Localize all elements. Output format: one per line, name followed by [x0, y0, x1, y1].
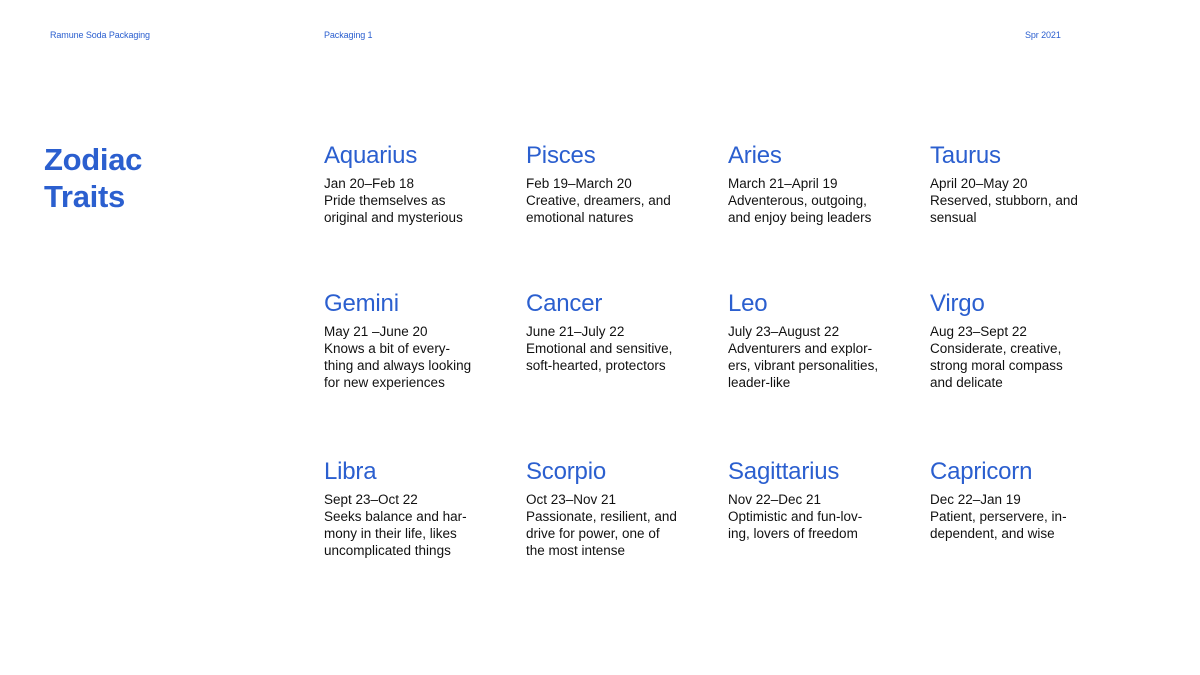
sign-dates: April 20–May 20: [930, 176, 1028, 191]
sign-card-libra: [324, 458, 514, 559]
sign-dates: Dec 22–Jan 19: [930, 492, 1021, 507]
sign-trait-line: Considerate, creative,: [930, 341, 1062, 356]
sign-trait-line: dependent, and wise: [930, 526, 1055, 541]
sign-trait-line: thing and always looking: [324, 358, 472, 373]
project-label: Ramune Soda Packaging: [50, 30, 150, 40]
sign-trait-line: original and mysterious: [324, 210, 463, 225]
sign-trait-line: Reserved, stubborn, and: [930, 193, 1078, 208]
sign-dates: Nov 22–Dec 21: [728, 492, 822, 507]
sign-trait-line: ers, vibrant personalities,: [728, 358, 879, 373]
sign-card-capricorn: [930, 458, 1120, 542]
sign-card-leo: [728, 290, 918, 391]
sign-name: Aries: [728, 142, 782, 169]
sign-trait-line: and delicate: [930, 375, 1003, 390]
sign-trait-line: Optimistic and fun-lov-: [728, 509, 863, 524]
sign-dates: June 21–July 22: [526, 324, 625, 339]
sign-trait-line: strong moral compass: [930, 358, 1063, 373]
sign-name: Sagittarius: [728, 458, 840, 485]
sign-trait-line: leader-like: [728, 375, 791, 390]
sign-dates: Sept 23–Oct 22: [324, 492, 418, 507]
sign-card-scorpio: [526, 458, 716, 559]
sign-trait-line: Knows a bit of every-: [324, 341, 451, 356]
sign-trait-line: mony in their life, likes: [324, 526, 457, 541]
sign-name: Leo: [728, 290, 768, 317]
sign-dates: Oct 23–Nov 21: [526, 492, 617, 507]
page-title-line-2: Traits: [44, 179, 125, 214]
sign-card-gemini: [324, 290, 514, 391]
sign-card-sagittarius: [728, 458, 918, 542]
sign-card-virgo: [930, 290, 1120, 391]
sign-dates: Feb 19–March 20: [526, 176, 632, 191]
sign-trait-line: Seeks balance and har-: [324, 509, 467, 524]
sign-trait-line: Pride themselves as: [324, 193, 446, 208]
sign-trait-line: drive for power, one of: [526, 526, 660, 541]
sign-dates: July 23–August 22: [728, 324, 840, 339]
sign-trait-line: ing, lovers of freedom: [728, 526, 858, 541]
sign-card-cancer: [526, 290, 716, 374]
sign-trait-line: the most intense: [526, 543, 626, 558]
sign-dates: March 21–April 19: [728, 176, 838, 191]
sign-dates: May 21 –June 20: [324, 324, 428, 339]
sign-trait-line: Passionate, resilient, and: [526, 509, 677, 524]
section-label: Packaging 1: [324, 30, 373, 40]
sign-name: Pisces: [526, 142, 596, 169]
sign-name: Aquarius: [324, 142, 418, 169]
sign-trait-line: and enjoy being leaders: [728, 210, 872, 225]
sign-dates: Aug 23–Sept 22: [930, 324, 1027, 339]
sign-trait-line: Adventurers and explor-: [728, 341, 873, 356]
page-title: [44, 141, 142, 215]
sign-trait-line: emotional natures: [526, 210, 634, 225]
sign-name: Taurus: [930, 142, 1001, 169]
sign-trait-line: Patient, perservere, in-: [930, 509, 1067, 524]
sign-card-pisces: [526, 142, 716, 226]
sign-dates: Jan 20–Feb 18: [324, 176, 415, 191]
page-title-line-1: Zodiac: [44, 142, 143, 177]
sign-trait-line: Adventerous, outgoing,: [728, 193, 867, 208]
sign-card-aquarius: [324, 142, 514, 226]
sign-name: Virgo: [930, 290, 985, 317]
sign-name: Capricorn: [930, 458, 1033, 485]
sign-name: Cancer: [526, 290, 603, 317]
sign-trait-line: for new experiences: [324, 375, 445, 390]
sign-trait-line: soft-hearted, protectors: [526, 358, 666, 373]
sign-card-aries: [728, 142, 918, 226]
sign-trait-line: sensual: [930, 210, 977, 225]
sign-name: Gemini: [324, 290, 399, 317]
sign-trait-line: uncomplicated things: [324, 543, 451, 558]
sign-card-taurus: [930, 142, 1120, 226]
sign-trait-line: Emotional and sensitive,: [526, 341, 673, 356]
term-label: Spr 2021: [1025, 30, 1061, 40]
sign-name: Libra: [324, 458, 377, 485]
sign-name: Scorpio: [526, 458, 606, 485]
sign-trait-line: Creative, dreamers, and: [526, 193, 671, 208]
